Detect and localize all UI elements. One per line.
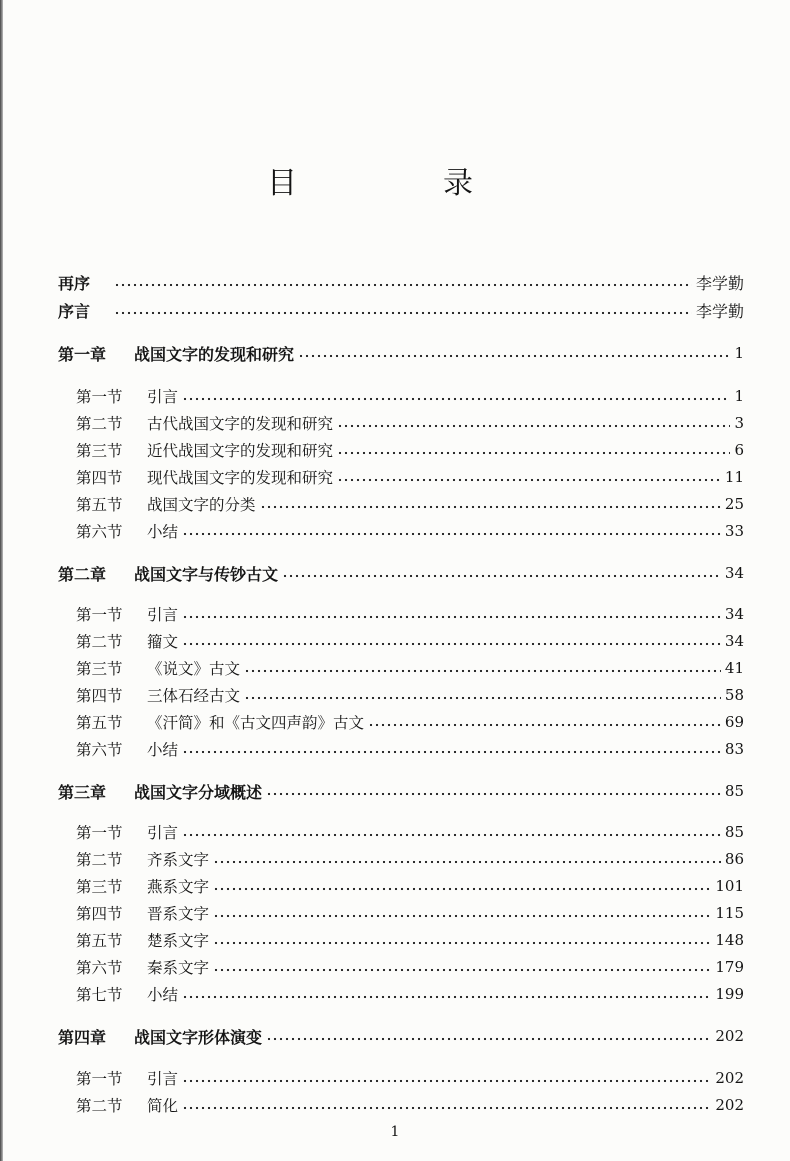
page-ref: 115 [715, 904, 744, 922]
chapter-number: 第三章 [58, 782, 107, 802]
toc-chapter-2[interactable] [58, 561, 744, 585]
leader-dots [182, 750, 721, 754]
section-title: 《汗简》和《古文四声韵》古文 [147, 714, 365, 732]
toc-section[interactable] [58, 384, 744, 408]
section-number: 第二节 [76, 633, 123, 651]
toc-section[interactable] [58, 874, 744, 898]
toc-section[interactable] [58, 519, 744, 543]
toc-section[interactable] [58, 901, 744, 925]
page-ref: 202 [715, 1096, 744, 1114]
section-title: 晋系文字 [147, 905, 210, 923]
section-title: 齐系文字 [147, 851, 210, 869]
page-ref: 86 [724, 850, 744, 868]
toc-section[interactable] [58, 492, 744, 516]
toc-section[interactable] [58, 710, 744, 734]
section-number: 第三节 [76, 442, 123, 460]
chapter-number: 第四章 [58, 1027, 107, 1047]
leader-dots [114, 283, 692, 287]
leader-dots [182, 615, 721, 619]
section-title: 小结 [147, 741, 179, 759]
toc-section[interactable] [58, 411, 744, 435]
leader-dots [213, 860, 721, 864]
leader-dots [213, 914, 711, 918]
section-title: 籀文 [147, 633, 179, 651]
page-ref: 33 [724, 522, 744, 540]
entry-author: 李学勤 [695, 301, 744, 321]
page-ref: 148 [715, 931, 744, 949]
page-ref: 83 [724, 740, 744, 758]
chapter-number: 第一章 [58, 344, 107, 364]
leader-dots [182, 397, 730, 401]
toc-section[interactable] [58, 683, 744, 707]
chapter-title: 战国文字与传钞古文 [134, 564, 279, 584]
toc-section[interactable] [58, 438, 744, 462]
entry-title: 再序 [58, 273, 91, 293]
leader-dots [244, 696, 721, 700]
leader-dots [368, 723, 721, 727]
page-ref: 34 [724, 605, 744, 623]
toc-section[interactable] [58, 656, 744, 680]
section-title: 战国文字的分类 [147, 496, 256, 514]
page-number: 1 [390, 1124, 400, 1140]
section-number: 第五节 [76, 714, 123, 732]
section-title: 《说文》古文 [147, 660, 241, 678]
section-title: 楚系文字 [147, 932, 210, 950]
section-number: 第一节 [76, 606, 123, 624]
table-of-contents [58, 0, 744, 1161]
section-title: 引言 [147, 388, 179, 406]
page-ref: 101 [715, 877, 744, 895]
leader-dots [114, 311, 692, 315]
section-title: 秦系文字 [147, 959, 210, 977]
page-ref: 1 [734, 344, 744, 362]
section-number: 第三节 [76, 660, 123, 678]
section-number: 第一节 [76, 388, 123, 406]
section-number: 第六节 [76, 741, 123, 759]
toc-section[interactable] [58, 820, 744, 844]
section-title: 小结 [147, 523, 179, 541]
toc-section[interactable] [58, 1093, 744, 1117]
chapter-title: 战国文字形体演变 [134, 1027, 263, 1047]
section-title: 现代战国文字的发现和研究 [147, 469, 334, 487]
section-number: 第二节 [76, 851, 123, 869]
page-ref: 6 [734, 441, 744, 459]
leader-dots [266, 1037, 711, 1041]
leader-dots [244, 669, 721, 673]
section-number: 第一节 [76, 824, 123, 842]
section-number: 第一节 [76, 1070, 123, 1088]
page-ref: 34 [724, 632, 744, 650]
section-title: 三体石经古文 [147, 687, 241, 705]
section-title: 引言 [147, 824, 179, 842]
toc-chapter-3[interactable] [58, 779, 744, 803]
chapter-title: 战国文字分域概述 [134, 782, 263, 802]
page-ref: 58 [724, 686, 744, 704]
section-title: 小结 [147, 986, 179, 1004]
section-number: 第二节 [76, 415, 123, 433]
section-number: 第五节 [76, 496, 123, 514]
page-ref: 11 [724, 468, 744, 486]
toc-section[interactable] [58, 629, 744, 653]
page-ref: 202 [715, 1027, 744, 1045]
chapter-number: 第二章 [58, 564, 107, 584]
toc-section[interactable] [58, 737, 744, 761]
leader-dots [266, 792, 721, 796]
section-title: 燕系文字 [147, 878, 210, 896]
entry-author: 李学勤 [695, 273, 744, 293]
section-title: 引言 [147, 606, 179, 624]
section-number: 第四节 [76, 905, 123, 923]
leader-dots [182, 833, 721, 837]
toc-section[interactable] [58, 1066, 744, 1090]
section-title: 简化 [147, 1097, 179, 1115]
leader-dots [213, 968, 711, 972]
section-number: 第三节 [76, 878, 123, 896]
leader-dots [282, 574, 721, 578]
toc-section[interactable] [58, 955, 744, 979]
page-ref: 25 [724, 495, 744, 513]
section-title: 古代战国文字的发现和研究 [147, 415, 334, 433]
entry-title: 序言 [58, 301, 91, 321]
leader-dots [337, 451, 730, 455]
leader-dots [182, 532, 721, 536]
toc-section[interactable] [58, 928, 744, 952]
leader-dots [182, 995, 711, 999]
page-ref: 179 [715, 958, 744, 976]
toc-entry-preface-2[interactable] [58, 270, 744, 294]
page-ref: 85 [724, 782, 744, 800]
toc-entry-preface[interactable] [58, 298, 744, 322]
section-number: 第六节 [76, 523, 123, 541]
section-number: 第四节 [76, 687, 123, 705]
section-number: 第二节 [76, 1097, 123, 1115]
leader-dots [298, 354, 730, 358]
section-title: 近代战国文字的发现和研究 [147, 442, 334, 460]
section-number: 第四节 [76, 469, 123, 487]
page-ref: 41 [724, 659, 744, 677]
toc-section[interactable] [58, 465, 744, 489]
leader-dots [182, 1106, 711, 1110]
toc-section[interactable] [58, 982, 744, 1006]
leader-dots [182, 642, 721, 646]
page-ref: 34 [724, 564, 744, 582]
page-ref: 1 [734, 387, 744, 405]
section-title: 引言 [147, 1070, 179, 1088]
leader-dots [182, 1079, 711, 1083]
section-number: 第五节 [76, 932, 123, 950]
page-title: 目 录 [267, 166, 531, 201]
section-number: 第七节 [76, 986, 123, 1004]
leader-dots [213, 941, 711, 945]
toc-section[interactable] [58, 847, 744, 871]
page-ref: 199 [715, 985, 744, 1003]
chapter-title: 战国文字的发现和研究 [134, 344, 295, 364]
leader-dots [337, 478, 721, 482]
section-number: 第六节 [76, 959, 123, 977]
toc-chapter-4[interactable] [58, 1024, 744, 1048]
page-ref: 85 [724, 823, 744, 841]
leader-dots [213, 887, 711, 891]
leader-dots [260, 505, 721, 509]
page-ref: 202 [715, 1069, 744, 1087]
toc-section[interactable] [58, 602, 744, 626]
page-ref: 69 [724, 713, 744, 731]
page-ref: 3 [734, 414, 744, 432]
toc-chapter-1[interactable] [58, 341, 744, 365]
leader-dots [337, 424, 730, 428]
